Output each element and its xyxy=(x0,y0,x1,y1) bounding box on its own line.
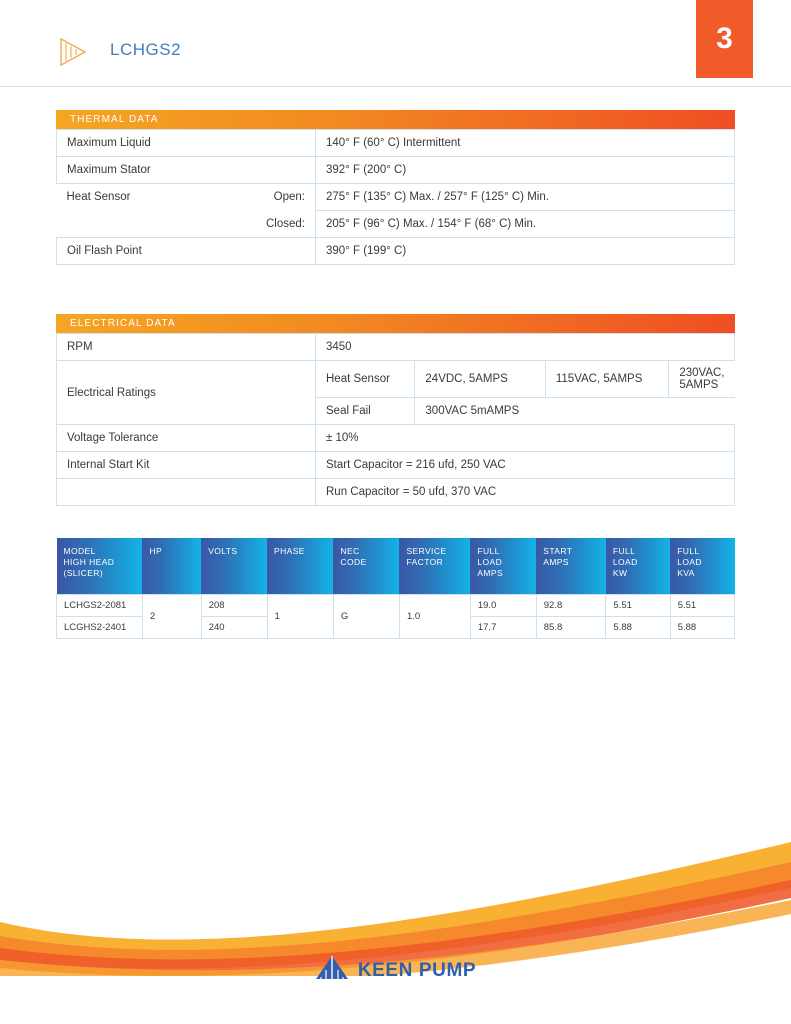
internal-start-kit-label: Internal Start Kit xyxy=(57,452,316,479)
thermal-row-label: Maximum Stator xyxy=(57,157,316,184)
column-header-line: SERVICE xyxy=(406,546,447,556)
column-header-volts xyxy=(201,538,267,595)
cell-nec-code: G xyxy=(333,595,399,639)
voltage-tolerance-label: Voltage Tolerance xyxy=(57,425,316,452)
column-header-line: KVA xyxy=(677,568,695,578)
heat-sensor-value-230vac: 230VAC, 5AMPS xyxy=(669,361,735,398)
column-header-line: START xyxy=(543,546,573,556)
column-header-hp xyxy=(142,538,201,595)
seal-fail-label: Seal Fail xyxy=(316,398,415,425)
thermal-heat-sensor-closed-label: Closed: xyxy=(266,217,305,230)
cell-service-factor: 1.0 xyxy=(399,595,470,639)
footer-logo-text: KEEN PUMP xyxy=(357,959,477,981)
page-header xyxy=(0,0,791,86)
thermal-row-value: 205° F (96° C) Max. / 154° F (68° C) Min. xyxy=(316,211,735,238)
thermal-data-table xyxy=(56,129,735,265)
rpm-label: RPM xyxy=(57,334,316,361)
table-row xyxy=(57,157,735,184)
table-row xyxy=(57,479,735,506)
thermal-data-caption: THERMAL DATA xyxy=(56,110,735,129)
column-header-line: NEC xyxy=(340,546,360,556)
column-header-nec-code xyxy=(333,538,399,595)
triangle-play-icon xyxy=(58,36,88,68)
column-header-line: FULL xyxy=(612,546,636,556)
thermal-data-section xyxy=(56,110,735,265)
column-header-line: HP xyxy=(149,546,163,556)
column-header-line: CODE xyxy=(340,557,367,567)
table-row xyxy=(57,211,735,238)
thermal-row-label: Heat Sensor xyxy=(66,191,131,204)
column-header-line: LOAD xyxy=(477,557,503,567)
cell-volts: 208 xyxy=(201,595,267,617)
heat-sensor-value-115vac: 115VAC, 5AMPS xyxy=(545,361,668,398)
electrical-data-caption: ELECTRICAL DATA xyxy=(56,314,735,333)
thermal-row-value: 275° F (135° C) Max. / 257° F (125° C) Min. xyxy=(316,184,735,211)
heat-sensor-label: Heat Sensor xyxy=(316,361,415,398)
thermal-heat-sensor-closed-label-cell xyxy=(57,211,316,238)
table-row xyxy=(57,334,735,361)
cell-hp: 2 xyxy=(142,595,201,639)
thermal-row-value: 140° F (60° C) Intermittent xyxy=(316,130,735,157)
column-header-line: FULL xyxy=(477,546,500,556)
column-header-start-amps xyxy=(536,538,606,595)
page-title: LCHGS2 xyxy=(110,40,182,59)
column-header-line: FULL xyxy=(677,546,700,556)
model-specifications-table xyxy=(56,538,735,639)
column-header-line: FACTOR xyxy=(406,557,444,567)
electrical-ratings-inner-table xyxy=(316,361,735,424)
start-capacitor-value: Start Capacitor = 216 ufd, 250 VAC xyxy=(316,452,735,479)
table-row xyxy=(57,130,735,157)
thermal-row-label: Oil Flash Point xyxy=(57,238,316,265)
electrical-ratings-cell xyxy=(316,361,735,425)
table-row xyxy=(57,361,735,425)
run-capacitor-value: Run Capacitor = 50 ufd, 370 VAC xyxy=(316,479,735,506)
internal-start-kit-label-empty xyxy=(57,479,316,506)
table-row xyxy=(57,184,735,211)
cell-full-load-kw: 5.51 xyxy=(606,595,670,617)
cell-model: LCGHS2-2401 xyxy=(57,617,143,639)
seal-fail-value: 300VAC 5mAMPS xyxy=(415,398,735,425)
table-header-row xyxy=(57,538,735,595)
column-header-line: PHASE xyxy=(274,546,305,556)
column-header-service-factor xyxy=(399,538,470,595)
table-row xyxy=(57,452,735,479)
column-header-line: LOAD xyxy=(612,557,638,567)
cell-full-load-kw: 5.88 xyxy=(606,617,670,639)
column-header-full-load-kw xyxy=(606,538,670,595)
keen-pump-fan-icon xyxy=(315,955,349,986)
cell-full-load-kva: 5.51 xyxy=(670,595,734,617)
table-row xyxy=(57,595,735,617)
thermal-row-label: Maximum Liquid xyxy=(57,130,316,157)
heat-sensor-value-24vdc: 24VDC, 5AMPS xyxy=(415,361,545,398)
page-number-badge: 3 xyxy=(696,0,753,78)
column-header-line: MODEL xyxy=(63,546,96,556)
cell-start-amps: 92.8 xyxy=(536,595,606,617)
electrical-ratings-label: Electrical Ratings xyxy=(57,361,316,425)
column-header-full-load-amps xyxy=(470,538,536,595)
header-divider xyxy=(0,86,791,87)
column-header-line: VOLTS xyxy=(208,546,238,556)
cell-volts: 240 xyxy=(201,617,267,639)
column-header-line: KW xyxy=(612,568,628,578)
column-header-phase xyxy=(267,538,333,595)
table-row xyxy=(57,238,735,265)
rpm-value: 3450 xyxy=(316,334,735,361)
cell-full-load-kva: 5.88 xyxy=(670,617,734,639)
cell-phase: 1 xyxy=(267,595,333,639)
table-row xyxy=(316,361,735,398)
electrical-data-section xyxy=(56,314,735,506)
column-header-line: AMPS xyxy=(477,568,504,578)
table-row xyxy=(316,398,735,425)
column-header-line: AMPS xyxy=(543,557,569,567)
model-specifications-section xyxy=(56,538,735,639)
column-header-line: HIGH HEAD xyxy=(63,557,115,567)
footer-logo xyxy=(0,955,791,986)
cell-full-load-amps: 19.0 xyxy=(470,595,536,617)
electrical-data-table xyxy=(56,333,735,506)
thermal-heat-sensor-open-label: Open: xyxy=(273,191,305,204)
column-header-model xyxy=(57,538,143,595)
cell-full-load-amps: 17.7 xyxy=(470,617,536,639)
thermal-row-value: 392° F (200° C) xyxy=(316,157,735,184)
table-row xyxy=(57,425,735,452)
column-header-line: LOAD xyxy=(677,557,702,567)
thermal-row-value: 390° F (199° C) xyxy=(316,238,735,265)
voltage-tolerance-value: ± 10% xyxy=(316,425,735,452)
thermal-heat-sensor-label-cell xyxy=(57,184,316,211)
thermal-row-label xyxy=(57,211,207,237)
cell-start-amps: 85.8 xyxy=(536,617,606,639)
cell-model: LCHGS2-2081 xyxy=(57,595,143,617)
column-header-full-load-kva xyxy=(670,538,734,595)
column-header-line: (SLICER) xyxy=(63,568,104,578)
